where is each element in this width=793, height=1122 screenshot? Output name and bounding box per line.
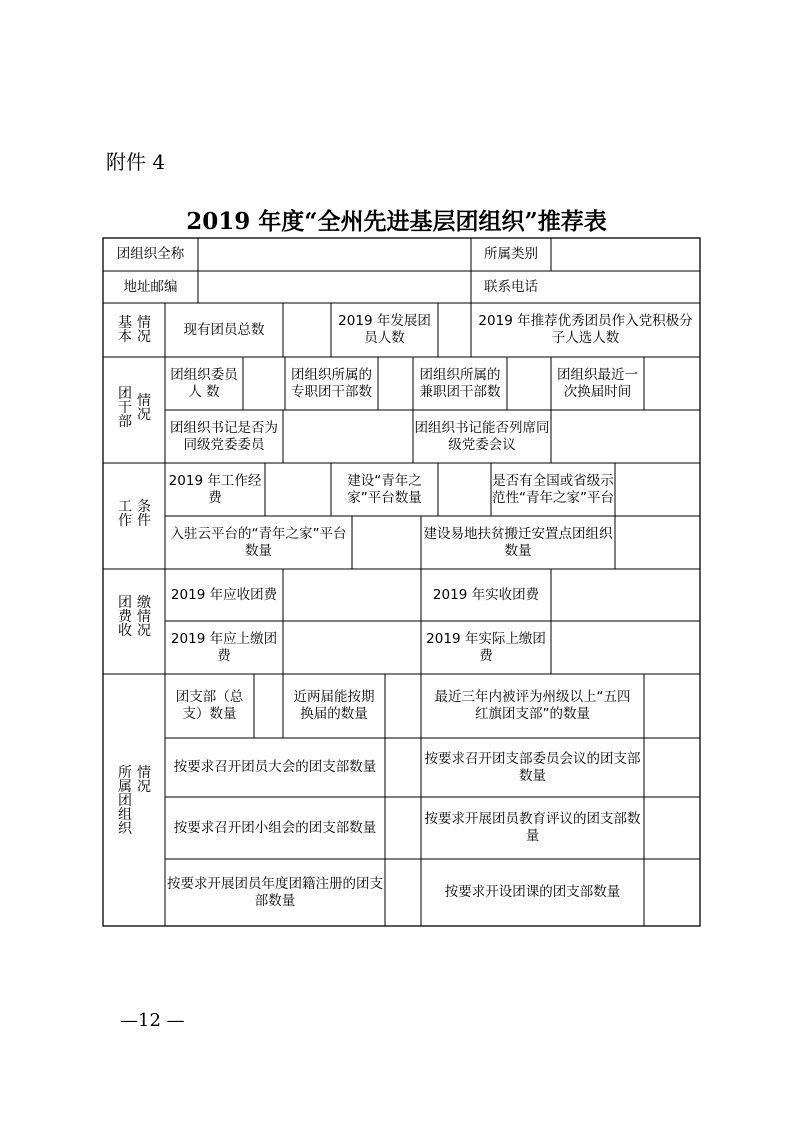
new-members-label: 2019 年发展团员人数 bbox=[338, 313, 431, 346]
fees-paid-label: 2019 年实际上缴团费 bbox=[426, 630, 546, 664]
branch-count-label: 团支部（总支）数量 bbox=[175, 689, 244, 722]
cloud-youth-home-label: 入驻云平台的“青年之家”平台数量 bbox=[170, 525, 347, 559]
fees-section-label-col2: 缴情况 bbox=[137, 595, 151, 639]
branches-section-label-col2: 情况 bbox=[137, 765, 151, 795]
recommended-label: 2019 年推荐优秀团员作入党积极分子人选人数 bbox=[478, 313, 693, 346]
parttime-cadres-label: 团组织所属的兼职团干部数 bbox=[419, 366, 501, 400]
phone-label: 联系电话 bbox=[484, 278, 538, 295]
last-election-label: 团组织最近一次换届时间 bbox=[557, 366, 638, 400]
basic-section-label-col1: 基本 bbox=[118, 315, 132, 345]
funds-label: 2019 年工作经费 bbox=[168, 472, 262, 506]
fees-due-label: 2019 年应收团费 bbox=[170, 586, 278, 603]
fees-payable-label: 2019 年应上缴团费 bbox=[170, 630, 278, 664]
lectures-label: 按要求开设团课的团支部数量 bbox=[444, 884, 621, 901]
org-name-label: 团组织全称 bbox=[116, 246, 185, 263]
address-zip-label: 地址邮编 bbox=[123, 278, 178, 295]
committee-count-label: 团组织委员人 数 bbox=[170, 366, 238, 400]
org-name-field[interactable] bbox=[199, 239, 470, 270]
form-title: 2019 年度“全州先进基层团组织”推荐表 bbox=[186, 208, 607, 235]
basic-section-label-col2: 情况 bbox=[137, 315, 151, 345]
attachment-label: 附件 4 bbox=[106, 150, 166, 174]
work-section-label-col1: 工作 bbox=[118, 499, 132, 529]
phone-field[interactable] bbox=[552, 272, 699, 302]
general-assembly-label: 按要求召开团员大会的团支部数量 bbox=[173, 759, 377, 776]
page-number: —12 — bbox=[120, 1010, 185, 1031]
red-flag-label: 最近三年内被评为州级以上“五四红旗团支部”的数量 bbox=[434, 689, 631, 722]
secretary-attends-label: 团组织书记能否列席同级党委会议 bbox=[414, 419, 550, 453]
on-time-election-label: 近两届能按期换届的数量 bbox=[293, 689, 375, 722]
registration-label: 按要求开展团员年度团籍注册的团支部数量 bbox=[167, 875, 383, 909]
fees-collected-label: 2019 年实收团费 bbox=[432, 586, 540, 603]
fulltime-cadres-label: 团组织所属的专职团干部数 bbox=[291, 366, 372, 400]
cadres-section-label-col1: 团干部 bbox=[118, 386, 132, 430]
group-meeting-label: 按要求召开团小组会的团支部数量 bbox=[173, 819, 377, 836]
category-field[interactable] bbox=[552, 239, 699, 270]
youth-home-count-label: 建设“青年之家”平台数量 bbox=[347, 472, 422, 506]
cadres-section-label-col2: 情况 bbox=[137, 393, 151, 423]
fees-section-label-col1: 团费收 bbox=[118, 595, 132, 639]
committee-meeting-label: 按要求召开团支部委员会议的团支部数量 bbox=[424, 750, 641, 784]
branches-section-label-col1: 所属团组织 bbox=[118, 765, 132, 837]
total-members-label: 现有团员总数 bbox=[183, 321, 265, 338]
work-section-label-col2: 条件 bbox=[137, 499, 151, 529]
model-youth-home-label: 是否有全国或省级示范性“青年之家”平台 bbox=[492, 472, 614, 506]
address-zip-field[interactable] bbox=[199, 272, 470, 302]
category-label: 所属类别 bbox=[484, 246, 538, 263]
relocation-orgs-label: 建设易地扶贫搬迁安置点团组织数量 bbox=[423, 525, 613, 559]
secretary-party-member-label: 团组织书记是否为同级党委委员 bbox=[170, 419, 278, 453]
evaluation-label: 按要求开展团员教育评议的团支部数量 bbox=[424, 811, 641, 844]
